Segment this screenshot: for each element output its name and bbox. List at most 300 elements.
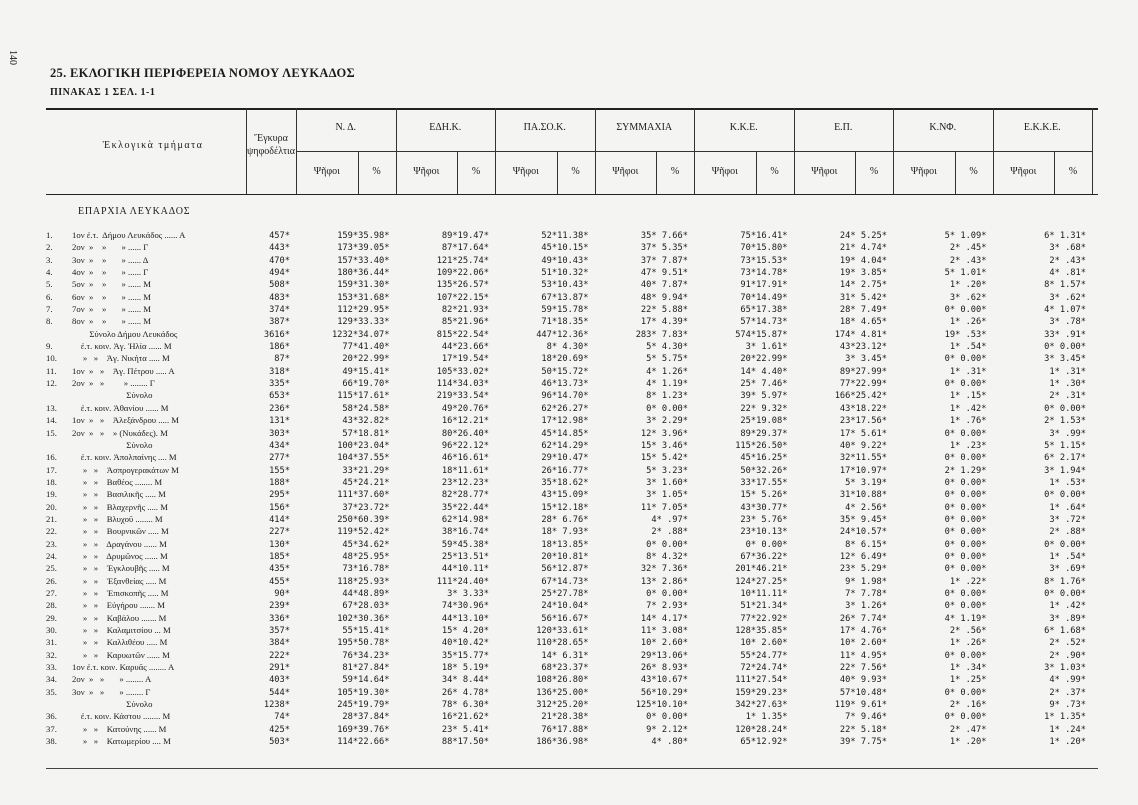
party-result: 53*10.43* <box>541 280 589 291</box>
section-name: » » Ἀγ. Νικήτα ..... Μ <box>72 353 170 364</box>
party-result: 173*39.05* <box>337 243 390 254</box>
party-result: 17* 4.39* <box>640 317 688 328</box>
party-result: 0* 0.00* <box>1044 490 1086 501</box>
party-result: 70*15.80* <box>740 243 788 254</box>
party-result: 57*14.73* <box>740 317 788 328</box>
party-result: 0* 0.00* <box>944 477 987 488</box>
party-result: 4* .81* <box>1049 268 1086 279</box>
header-divider <box>296 108 297 194</box>
party-result: 186*36.98* <box>536 737 589 748</box>
party-result: 119*52.42* <box>337 527 390 538</box>
party-result: 3* .68* <box>1049 243 1086 254</box>
party-result: 9* 2.12* <box>646 724 688 735</box>
party-result: 111*24.40* <box>436 576 489 587</box>
party-result: 17* 4.76* <box>839 626 887 636</box>
party-result: 96*14.70* <box>541 391 589 402</box>
party-result: 111*37.60* <box>337 490 390 501</box>
party-result: 110*28.65* <box>536 638 589 649</box>
party-result: 77*22.99* <box>839 379 887 390</box>
section-name: 8ον » » » ...... Μ <box>72 316 151 327</box>
sections-header: Ἐκλογικὰ τμήματα <box>102 140 204 151</box>
party-result: 77*22.92* <box>740 613 788 624</box>
section-name: » » Βασιλικῆς ..... Μ <box>72 489 166 500</box>
valid-votes: 508* <box>269 280 290 291</box>
section-name: » » Βλυχοῦ ........ Μ <box>72 513 163 524</box>
row-number: 27. <box>46 587 57 598</box>
pct-header: % <box>471 166 481 177</box>
party-result: 56*12.87* <box>541 564 589 575</box>
party-result: 121*25.74* <box>436 255 489 266</box>
section-name: ἐ.τ. κοιν. Ἀθανίου ...... Μ <box>72 402 169 413</box>
party-result: 245*19.79* <box>337 700 390 711</box>
party-result: 40*10.42* <box>441 638 489 649</box>
party-result: 10* 2.60* <box>640 638 688 649</box>
party-result: 1* .54* <box>1049 551 1086 562</box>
party-result: 0* 0.00* <box>646 403 688 414</box>
valid-votes: 295* <box>269 490 290 501</box>
party-result: 43*10.67* <box>640 675 688 686</box>
party-result: 40* 9.93* <box>839 675 887 686</box>
party-result: 67*13.87* <box>541 292 589 303</box>
party-result: 10*11.11* <box>740 588 788 599</box>
party-result: 0* 0.00* <box>944 687 987 698</box>
party-result: 100*23.04* <box>337 440 390 451</box>
party-result: 55*15.41* <box>342 626 390 636</box>
party-result: 159*29.23* <box>735 687 788 698</box>
party-result: 15* 5.26* <box>740 490 788 501</box>
party-result: 4* 1.19* <box>646 379 688 390</box>
party-result: 56*10.29* <box>640 687 688 698</box>
table-subtitle: ΠΙΝΑΚΑΣ 1 ΣΕΛ. 1-1 <box>50 87 156 98</box>
party-result: 0* 0.00* <box>646 539 688 550</box>
party-result: 78* 6.30* <box>441 700 489 711</box>
section-name: » » Καρυωτῶν ...... Μ <box>72 649 170 660</box>
party-result: 43*23.12* <box>839 342 887 353</box>
party-result: 574*15.87* <box>735 329 788 340</box>
party-result: 8* 1.23* <box>646 391 688 402</box>
section-name: Σύνολο <box>72 699 153 710</box>
table-row <box>46 650 1098 662</box>
party-result: 20*22.99* <box>740 354 788 365</box>
section-name: 2ον » » » (Νυκάδες). Μ <box>72 427 168 438</box>
row-number: 5. <box>46 279 53 290</box>
row-number: 3. <box>46 254 53 265</box>
party-result: 8* 4.30* <box>546 342 589 353</box>
party-result: 46*13.73* <box>541 379 589 390</box>
party-result: 17* 5.61* <box>839 428 887 439</box>
party-result: 5* 3.23* <box>646 465 688 476</box>
table-row <box>46 625 1098 637</box>
party-header: ΠΑ.ΣΟ.Κ. <box>523 122 566 133</box>
section-name: » » Εὐγήρου ....... Μ <box>72 600 165 611</box>
party-result: 2* .16* <box>949 700 987 711</box>
row-number: 8. <box>46 316 53 327</box>
party-result: 10* 2.60* <box>740 638 788 649</box>
table-row <box>46 711 1098 723</box>
valid-votes: 130* <box>269 539 290 550</box>
party-result: 5* 5.75* <box>646 354 688 365</box>
party-result: 62*14.98* <box>441 514 489 525</box>
table-row <box>46 563 1098 575</box>
party-result: 18* 5.19* <box>441 663 489 674</box>
party-result: 2* .56* <box>949 626 987 636</box>
party-result: 1* .54* <box>949 342 987 353</box>
section-name: ἐ.τ. κοιν. Ἀγ. Ἠλία ...... Μ <box>72 341 172 352</box>
header-divider <box>495 108 496 194</box>
party-result: 0* 0.00* <box>1044 403 1086 414</box>
header-divider <box>694 108 695 194</box>
party-result: 33*21.29* <box>342 465 390 476</box>
party-result: 0* 0.00* <box>944 354 987 365</box>
party-result: 22* 5.88* <box>640 305 688 316</box>
party-result: 8* 1.57* <box>1044 280 1086 291</box>
section-name: 3ον » » » ...... Δ <box>72 254 149 265</box>
table-row <box>46 576 1098 588</box>
party-result: 815*22.54* <box>436 329 489 340</box>
party-result: 24*10.57* <box>839 527 887 538</box>
party-result: 67*14.73* <box>541 576 589 587</box>
table-row <box>46 366 1098 378</box>
valid-votes: 357* <box>269 626 290 636</box>
party-result: 7* 9.46* <box>845 712 887 723</box>
table-row <box>46 526 1098 538</box>
party-result: 4* 1.19* <box>944 613 987 624</box>
party-header: ΕΔΗ.Κ. <box>429 122 462 133</box>
party-result: 73*15.53* <box>740 255 788 266</box>
valid-votes: 434* <box>269 440 290 451</box>
party-result: 43*30.77* <box>740 502 788 513</box>
party-result: 2* .88* <box>1049 527 1086 538</box>
table-row <box>46 600 1098 612</box>
party-result: 0* 0.00* <box>944 712 987 723</box>
party-result: 32*11.55* <box>839 453 887 464</box>
row-number: 6. <box>46 291 53 302</box>
party-result: 2* .90* <box>1049 650 1086 661</box>
party-result: 108*26.80* <box>536 675 589 686</box>
party-result: 119* 9.61* <box>834 700 887 711</box>
party-result: 18* 4.65* <box>839 317 887 328</box>
row-number: 24. <box>46 550 57 561</box>
section-name: Σύνολο <box>72 390 153 401</box>
party-result: 26*16.77* <box>541 465 589 476</box>
party-result: 7* 7.78* <box>845 588 887 599</box>
section-name: » » Κατωμερίου .... Μ <box>72 736 171 747</box>
party-result: 0* 0.00* <box>646 712 688 723</box>
party-result: 1* .31* <box>1049 366 1086 377</box>
party-result: 24* 5.25* <box>839 231 887 241</box>
party-result: 5* 4.30* <box>646 342 688 353</box>
party-result: 1* .64* <box>1049 502 1086 513</box>
party-result: 91*17.91* <box>740 280 788 291</box>
page-number: 140 <box>7 50 18 65</box>
party-header: ΣΥΜΜΑΧΙΑ <box>616 122 673 133</box>
party-header: Ν. Δ. <box>335 122 357 133</box>
party-result: 114*22.66* <box>337 737 390 748</box>
party-result: 112*29.95* <box>337 305 390 316</box>
table-row <box>46 428 1098 440</box>
section-name: » » Βλαχερνῆς ..... Μ <box>72 501 168 512</box>
party-result: 3* .69* <box>1049 564 1086 575</box>
party-result: 19* 3.85* <box>839 268 887 279</box>
party-result: 71*18.35* <box>541 317 589 328</box>
party-result: 0* 0.00* <box>1044 342 1086 353</box>
votes-header: Ψῆφοι <box>612 166 639 177</box>
row-number: 33. <box>46 662 57 673</box>
row-number: 13. <box>46 402 57 413</box>
row-number: 14. <box>46 415 57 426</box>
party-result: 2* .88* <box>651 527 688 538</box>
table-row <box>46 390 1098 402</box>
table-row <box>46 255 1098 267</box>
pct-header: % <box>1068 166 1078 177</box>
party-result: 25*13.51* <box>441 551 489 562</box>
section-name: » » Βουρνικῶν ..... Μ <box>72 526 169 537</box>
party-result: 4* 2.56* <box>845 502 887 513</box>
valid-votes: 425* <box>269 724 290 735</box>
party-result: 0* 0.00* <box>944 428 987 439</box>
party-result: 1* .30* <box>1049 379 1086 390</box>
valid-votes: 291* <box>269 663 290 674</box>
votes-header: Ψῆφοι <box>413 166 440 177</box>
party-result: 48* 9.94* <box>640 292 688 303</box>
section-name: 2ον » » » ...... Γ <box>72 242 149 253</box>
row-number: 23. <box>46 538 57 549</box>
party-result: 10* 2.60* <box>839 638 887 649</box>
party-result: 5* 1.01* <box>944 268 987 279</box>
row-number: 28. <box>46 600 57 611</box>
section-name: 1ον ἐ.τ. Δήμου Λευκάδος ...... Α <box>72 230 186 240</box>
party-result: 15* 4.20* <box>441 626 489 636</box>
party-result: 136*25.00* <box>536 687 589 698</box>
party-result: 1* .20* <box>949 280 987 291</box>
section-name: 2ον » » » ........ Α <box>72 674 152 685</box>
table-row <box>46 341 1098 353</box>
table-row <box>46 613 1098 625</box>
party-result: 49*20.76* <box>441 403 489 414</box>
valid-votes: 236* <box>269 403 290 414</box>
party-result: 43*32.82* <box>342 416 390 427</box>
party-result: 35* 7.66* <box>640 231 688 241</box>
page-title: 25. ΕΚΛΟΓΙΚΗ ΠΕΡΙΦΕΡΕΙΑ ΝΟΜΟΥ ΛΕΥΚΑΔΟΣ <box>50 66 356 80</box>
party-result: 44*10.11* <box>441 564 489 575</box>
party-result: 37* 5.35* <box>640 243 688 254</box>
valid-votes: 470* <box>269 255 290 266</box>
table-row <box>46 304 1098 316</box>
party-result: 1* .20* <box>949 737 987 748</box>
party-result: 14* 6.31* <box>541 650 589 661</box>
party-header: Κ.ΝΦ. <box>929 122 957 133</box>
party-result: 166*25.42* <box>834 391 887 402</box>
party-result: 80*26.40* <box>441 428 489 439</box>
party-result: 96*22.12* <box>441 440 489 451</box>
section-name: 1ον » » Ἀγ. Πέτρου ..... Α <box>72 365 175 376</box>
party-result: 35*18.62* <box>541 477 589 488</box>
votes-header: Ψῆφοι <box>512 166 539 177</box>
party-result: 26* 4.78* <box>441 687 489 698</box>
party-result: 45*24.21* <box>342 477 390 488</box>
party-result: 129*33.33* <box>337 317 390 328</box>
party-result: 3* .78* <box>1049 317 1086 328</box>
party-result: 31* 5.42* <box>839 292 887 303</box>
valid-votes: 318* <box>269 366 290 377</box>
party-result: 169*39.76* <box>337 724 390 735</box>
party-result: 57*10.48* <box>839 687 887 698</box>
party-result: 120*28.24* <box>735 724 788 735</box>
party-result: 7* 2.93* <box>646 601 688 612</box>
party-result: 3* 3.45* <box>845 354 887 365</box>
party-result: 104*37.55* <box>337 453 390 464</box>
party-result: 4* .97* <box>651 514 688 525</box>
party-result: 9* 1.98* <box>845 576 887 587</box>
party-result: 2* .31* <box>1049 391 1086 402</box>
party-result: 5* 1.09* <box>944 231 987 241</box>
party-result: 1* .31* <box>949 366 987 377</box>
party-result: 0* 0.00* <box>1044 588 1086 599</box>
pct-header: % <box>670 166 680 177</box>
party-result: 40* 9.22* <box>839 440 887 451</box>
party-result: 1* 1.35* <box>1044 712 1086 723</box>
votes-header: Ψῆφοι <box>313 166 340 177</box>
row-number: 26. <box>46 575 57 586</box>
party-result: 0* 0.00* <box>944 305 987 316</box>
party-result: 16*12.21* <box>441 416 489 427</box>
section-name: » » Ἐπισκοπῆς ..... Μ <box>72 587 169 598</box>
party-result: 73*14.78* <box>740 268 788 279</box>
party-result: 1* .53* <box>1049 477 1086 488</box>
valid-votes: 227* <box>269 527 290 538</box>
party-result: 74*30.96* <box>441 601 489 612</box>
party-result: 17*10.97* <box>839 465 887 476</box>
party-result: 88*17.50* <box>441 737 489 748</box>
row-number: 21. <box>46 513 57 524</box>
party-result: 3* .89* <box>1049 613 1086 624</box>
party-result: 44*23.66* <box>441 342 489 353</box>
table-row <box>46 267 1098 279</box>
votes-header: Ψῆφοι <box>910 166 937 177</box>
party-result: 25*27.78* <box>541 588 589 599</box>
section-name: 3ον » » » ........ Γ <box>72 686 151 697</box>
valid-votes: 435* <box>269 564 290 575</box>
party-result: 72*24.74* <box>740 663 788 674</box>
party-result: 48*25.95* <box>342 551 390 562</box>
header-divider <box>396 108 397 194</box>
party-result: 73*16.78* <box>342 564 390 575</box>
table-row <box>46 440 1098 452</box>
table-row <box>46 242 1098 254</box>
party-result: 6* 1.31* <box>1044 231 1086 241</box>
table-row <box>46 588 1098 600</box>
party-result: 47* 9.51* <box>640 268 688 279</box>
party-result: 67*28.03* <box>342 601 390 612</box>
section-name: » » Ἐξανθείας ..... Μ <box>72 575 167 586</box>
header-divider <box>246 108 247 194</box>
table-row <box>46 465 1098 477</box>
valid-votes: 1238* <box>263 700 290 711</box>
party-result: 25* 7.46* <box>740 379 788 390</box>
party-result: 29*10.47* <box>541 453 589 464</box>
valid-votes: 384* <box>269 638 290 649</box>
party-result: 33* .91* <box>1044 329 1086 340</box>
party-result: 105*19.30* <box>337 687 390 698</box>
party-result: 28* 7.49* <box>839 305 887 316</box>
table-row <box>46 489 1098 501</box>
party-result: 0* 0.00* <box>944 490 987 501</box>
party-result: 2* .52* <box>1049 638 1086 649</box>
row-number: 15. <box>46 427 57 438</box>
party-result: 0* 0.00* <box>944 514 987 525</box>
party-result: 5* 1.15* <box>1044 440 1086 451</box>
party-result: 12* 3.96* <box>640 428 688 439</box>
party-result: 35* 9.45* <box>839 514 887 525</box>
table-row <box>46 514 1098 526</box>
valid-votes: 185* <box>269 551 290 562</box>
valid-votes: 222* <box>269 650 290 661</box>
party-result: 22* 7.56* <box>839 663 887 674</box>
party-result: 8* 6.15* <box>845 539 887 550</box>
party-result: 0* 0.00* <box>1044 539 1086 550</box>
party-result: 34* 8.44* <box>441 675 489 686</box>
valid-votes: 403* <box>269 675 290 686</box>
party-result: 17*19.54* <box>441 354 489 365</box>
party-result: 0* 0.00* <box>646 588 688 599</box>
party-result: 22* 9.32* <box>740 403 788 414</box>
party-result: 11* 4.95* <box>839 650 887 661</box>
party-result: 18* 7.93* <box>541 527 589 538</box>
party-result: 49*15.41* <box>342 366 390 377</box>
party-result: 56*16.67* <box>541 613 589 624</box>
party-result: 118*25.93* <box>337 576 390 587</box>
party-result: 65*12.92* <box>740 737 788 748</box>
party-result: 0* 0.00* <box>944 551 987 562</box>
party-result: 23*10.13* <box>740 527 788 538</box>
valid-votes: 483* <box>269 292 290 303</box>
party-result: 76*17.88* <box>541 724 589 735</box>
row-number: 20. <box>46 501 57 512</box>
party-header: Κ.Κ.Ε. <box>729 122 758 133</box>
party-result: 283* 7.83* <box>635 329 688 340</box>
section-name: 2ον » » » ........ Γ <box>72 378 155 389</box>
section-name: » » Βαθέος ........ Μ <box>72 476 163 487</box>
party-result: 17*12.98* <box>541 416 589 427</box>
votes-header: Ψῆφοι <box>811 166 838 177</box>
section-name: ἐ.τ. κοιν. Ἀπολπαίνης .... Μ <box>72 452 177 463</box>
party-result: 1* .15* <box>949 391 987 402</box>
section-name: 1ον » » Ἀλεξάνδρου ..... Μ <box>72 415 180 426</box>
table-row <box>46 724 1098 736</box>
party-result: 23* 5.41* <box>441 724 489 735</box>
row-number: 32. <box>46 649 57 660</box>
header-divider <box>595 108 596 194</box>
valid-votes: 186* <box>269 342 290 353</box>
valid-votes-header: Ἔγκυρα ψηφοδέλτια <box>247 133 295 157</box>
party-result: 44*48.89* <box>342 588 390 599</box>
table-row <box>46 736 1098 748</box>
party-result: 45*16.25* <box>740 453 788 464</box>
party-result: 18*11.61* <box>441 465 489 476</box>
section-title: ΕΠΑΡΧΙΑ ΛΕΥΚΑΔΟΣ <box>78 206 191 217</box>
party-result: 447*12.36* <box>536 329 589 340</box>
party-result: 43*18.22* <box>839 403 887 414</box>
valid-votes: 74* <box>274 712 290 723</box>
valid-votes: 3616* <box>263 329 290 340</box>
party-result: 37* 7.87* <box>640 255 688 266</box>
party-result: 62*14.29* <box>541 440 589 451</box>
party-result: 65*17.38* <box>740 305 788 316</box>
valid-votes: 131* <box>269 416 290 427</box>
row-number: 16. <box>46 452 57 463</box>
party-result: 68*23.37* <box>541 663 589 674</box>
section-name: 1ον ἐ.τ. κοιν. Καρυᾶς ........ Α <box>72 662 175 673</box>
